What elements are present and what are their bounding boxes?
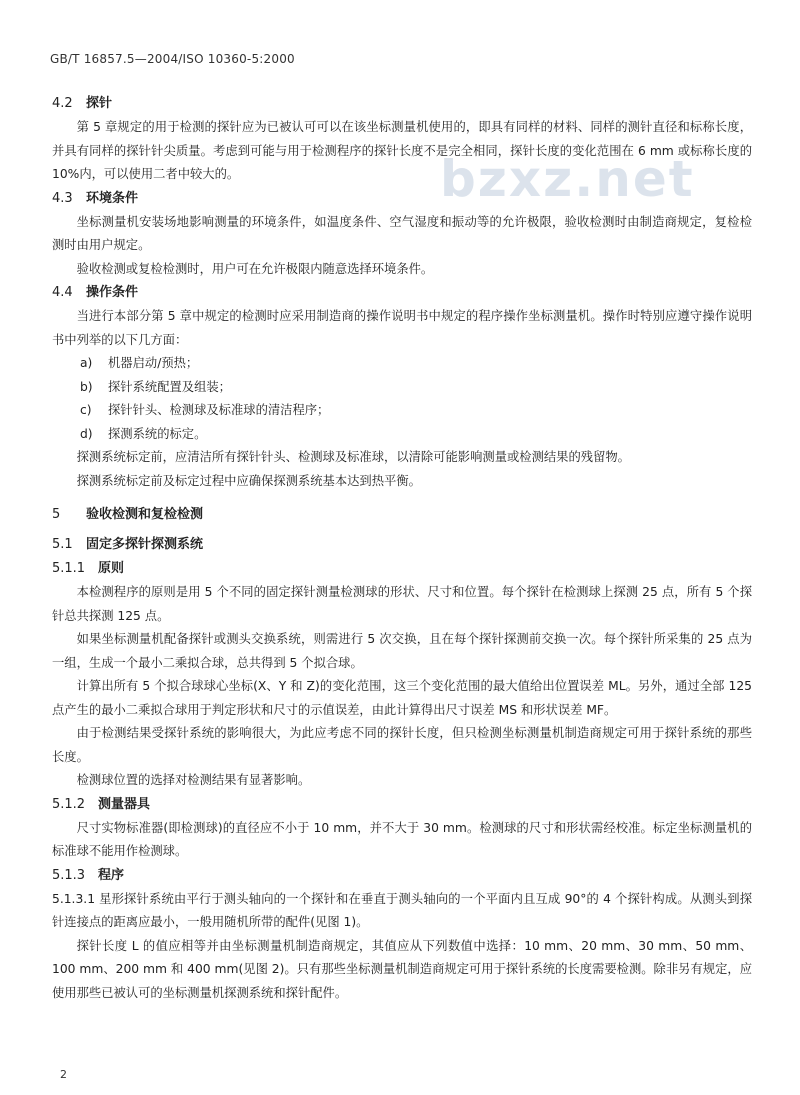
list-item: a) 机器启动/预热； bbox=[80, 356, 199, 370]
standard-header: GB/T 16857.5—2004/ISO 10360-5:2000 bbox=[50, 52, 295, 66]
heading-5-1-3: 5.1.3 程序 bbox=[52, 867, 125, 883]
list-item: c) 探针针头、检测球及标准球的清洁程序； bbox=[80, 403, 330, 417]
heading-4-2: 4.2 探针 bbox=[52, 96, 113, 111]
paragraph: 探测系统标定前及标定过程中应确保探测系统基本达到热平衡。 bbox=[76, 473, 421, 488]
page-number: 2 bbox=[60, 1068, 67, 1081]
paragraph: 由于检测结果受探针系统的影响很大，为此应考虑不同的探针长度，但只检测坐标测量机制造商规定可用于探针系统的那些长度。 bbox=[52, 726, 752, 764]
heading-5-1-1: 5.1.1 原则 bbox=[52, 561, 125, 576]
heading-5-1-2: 5.1.2 测量器具 bbox=[52, 796, 151, 812]
heading-5-1: 5.1 固定多探针探测系统 bbox=[52, 537, 204, 552]
heading-4-4: 4.4 操作条件 bbox=[52, 285, 139, 300]
heading-4-3: 4.3 环境条件 bbox=[52, 190, 139, 206]
paragraph: 5.1.3.1 星形探针系统由平行于测头轴向的一个探针和在垂直于测头轴向的一个平面内且互成 90°的 4 个探针构成。从测头到探针连接点的距离应最小，一般用随机所带的配件(见图 1)。 bbox=[52, 891, 752, 929]
paragraph: 坐标测量机安装场地影响测量的环境条件，如温度条件、空气湿度和振动等的允许极限，验收检测时由制造商规定，复检检测时由用户规定。 bbox=[52, 214, 752, 252]
heading-5: 5 验收检测和复检检测 bbox=[52, 507, 204, 522]
list-item: b) 探针系统配置及组装； bbox=[80, 379, 231, 394]
paragraph: 探针长度 L 的值应相等并由坐标测量机制造商规定，其值应从下列数值中选择：10 mm、20 mm、30 mm、50 mm、100 mm、200 mm 和 400 mm(见图 2)。只有那些坐标测量机制造商规定可用于探针系统的长度需要检测。除非另有规定，应使用那些已被认可的坐标测量机探测系统和探针配件。 bbox=[52, 938, 752, 1000]
paragraph: 当进行本部分第 5 章中规定的检测时应采用制造商的操作说明书中规定的程序操作坐标测量机。操作时特别应遵守操作说明书中列举的以下几方面： bbox=[52, 309, 752, 347]
site-watermark: bzxz.net bbox=[440, 150, 695, 208]
paragraph: 探测系统标定前，应清洁所有探针针头、检测球及标准球，以清除可能影响测量或检测结果的残留物。 bbox=[76, 450, 630, 464]
paragraph: 检测球位置的选择对检测结果有显著影响。 bbox=[76, 773, 311, 787]
paragraph: 第 5 章规定的用于检测的探针应为已被认可可以在该坐标测量机使用的，即具有同样的材料、同样的测针直径和标称长度，并具有同样的探针针尖质量。考虑到可能与用于检测程序的探针长度不是完全相同，探针长度的变化范围在 6 mm 或标称长度的 10%内，可以使用二者中较大的。 bbox=[52, 120, 752, 181]
list-item: d) 探测系统的标定。 bbox=[80, 426, 207, 441]
paragraph: 如果坐标测量机配备探针或测头交换系统，则需进行 5 次交换，且在每个探针探测前交换一次。每个探针所采集的 25 点为一组，生成一个最小二乘拟合球，总共得到 5 个拟合球。 bbox=[52, 632, 752, 670]
document-body bbox=[52, 92, 752, 1005]
paragraph: 本检测程序的原则是用 5 个不同的固定探针测量检测球的形状、尺寸和位置。每个探针在检测球上探测 25 点，所有 5 个探针总共探测 125 点。 bbox=[52, 585, 752, 623]
paragraph: 计算出所有 5 个拟合球球心坐标(X、Y 和 Z)的变化范围，这三个变化范围的最大值给出位置误差 ML。另外，通过全部 125 点产生的最小二乘拟合球用于判定形状和尺寸的示值误差，由此计算得出尺寸误差 MS 和形状误差 MF。 bbox=[52, 679, 752, 717]
paragraph: 验收检测或复检检测时，用户可在允许极限内随意选择环境条件。 bbox=[76, 261, 434, 276]
paragraph: 尺寸实物标准器(即检测球)的直径应不小于 10 mm，并不大于 30 mm。检测球的尺寸和形状需经校准。标定坐标测量机的标准球不能用作检测球。 bbox=[52, 820, 752, 858]
